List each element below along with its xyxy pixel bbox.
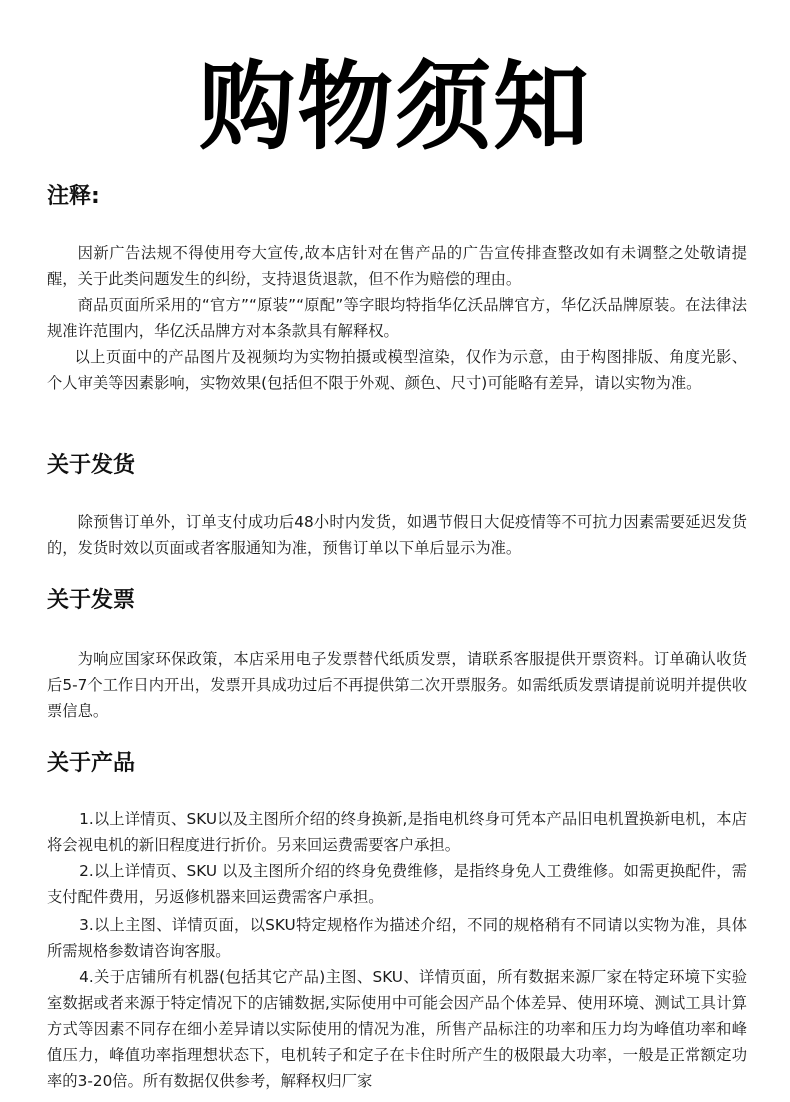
product-paragraph-1: 1.以上详情页、SKU以及主图所介绍的终身换新,是指电机终身可凭本产品旧电机置换新电机，本店将会视电机的新旧程度进行折价。另来回运费需要客户承担。 <box>47 810 747 854</box>
notes-paragraph-1: 因新广告法规不得使用夸大宣传,故本店针对在售产品的广告宣传排查整改如有未调整之处敬请提醒，关于此类问题发生的纠纷，支持退货退款，但不作为赔偿的理由。 <box>47 244 747 288</box>
product-paragraph-4: 4.关于店铺所有机器(包括其它产品)主图、SKU、详情页面，所有数据来源厂家在特定环境下实验室数据或者来源于特定情况下的店铺数据,实际使用中可能会因产品个体差异、使用环境、测试工具计算方式等因素不同存在细小差异请以实际使用的情况为准，所售产品标注的功率和压力均为峰值功率和峰值压力，峰值功率指理想状态下，电机转子和定子在卡住时所产生的极限最大功率，一般是正常额定功率的3-20倍。所有数据仅供参考，解释权归厂家 <box>47 968 747 1090</box>
section-heading-shipping: 关于发货 <box>47 453 136 478</box>
product-paragraph-2: 2.以上详情页、SKU 以及主图所介绍的终身免费维修，是指终身免人工费维修。如需更换配件，需支付配件费用，另返修机器来回运费需客户承担。 <box>47 862 747 906</box>
shipping-paragraph-1: 除预售订单外，订单支付成功后48小时内发货，如遇节假日大促疫情等不可抗力因素需要延迟发货的，发货时效以页面或者客服通知为准，预售订单以下单后显示为准。 <box>47 513 747 557</box>
notes-paragraph-2: 商品页面所采用的“官方”“原装”“原配”等字眼均特指华亿沃品牌官方，华亿沃品牌原装。在法律法规准许范围内，华亿沃品牌方对本条款具有解释权。 <box>47 296 747 340</box>
section-heading-notes: 注释: <box>47 184 100 209</box>
invoice-paragraph-1: 为响应国家环保政策，本店采用电子发票替代纸质发票，请联系客服提供开票资料。订单确认收货后5-7个工作日内开出，发票开具成功过后不再提供第二次开票服务。如需纸质发票请提前说明并提供收票信息。 <box>47 650 747 720</box>
section-heading-invoice: 关于发票 <box>47 588 136 613</box>
section-heading-product: 关于产品 <box>47 751 136 776</box>
product-paragraph-3: 3.以上主图、详情页面，以SKU特定规格作为描述介绍，不同的规格稍有不同请以实物为准，具体所需规格参数请咨询客服。 <box>47 916 747 960</box>
page-title: 购物须知 <box>199 51 591 163</box>
notes-paragraph-3: 以上页面中的产品图片及视频均为实物拍摄或模型渲染，仅作为示意，由于构图排版、角度光影、个人审美等因素影响，实物效果(包括但不限于外观、颜色、尺寸)可能略有差异，请以实物为准。 <box>47 348 747 392</box>
